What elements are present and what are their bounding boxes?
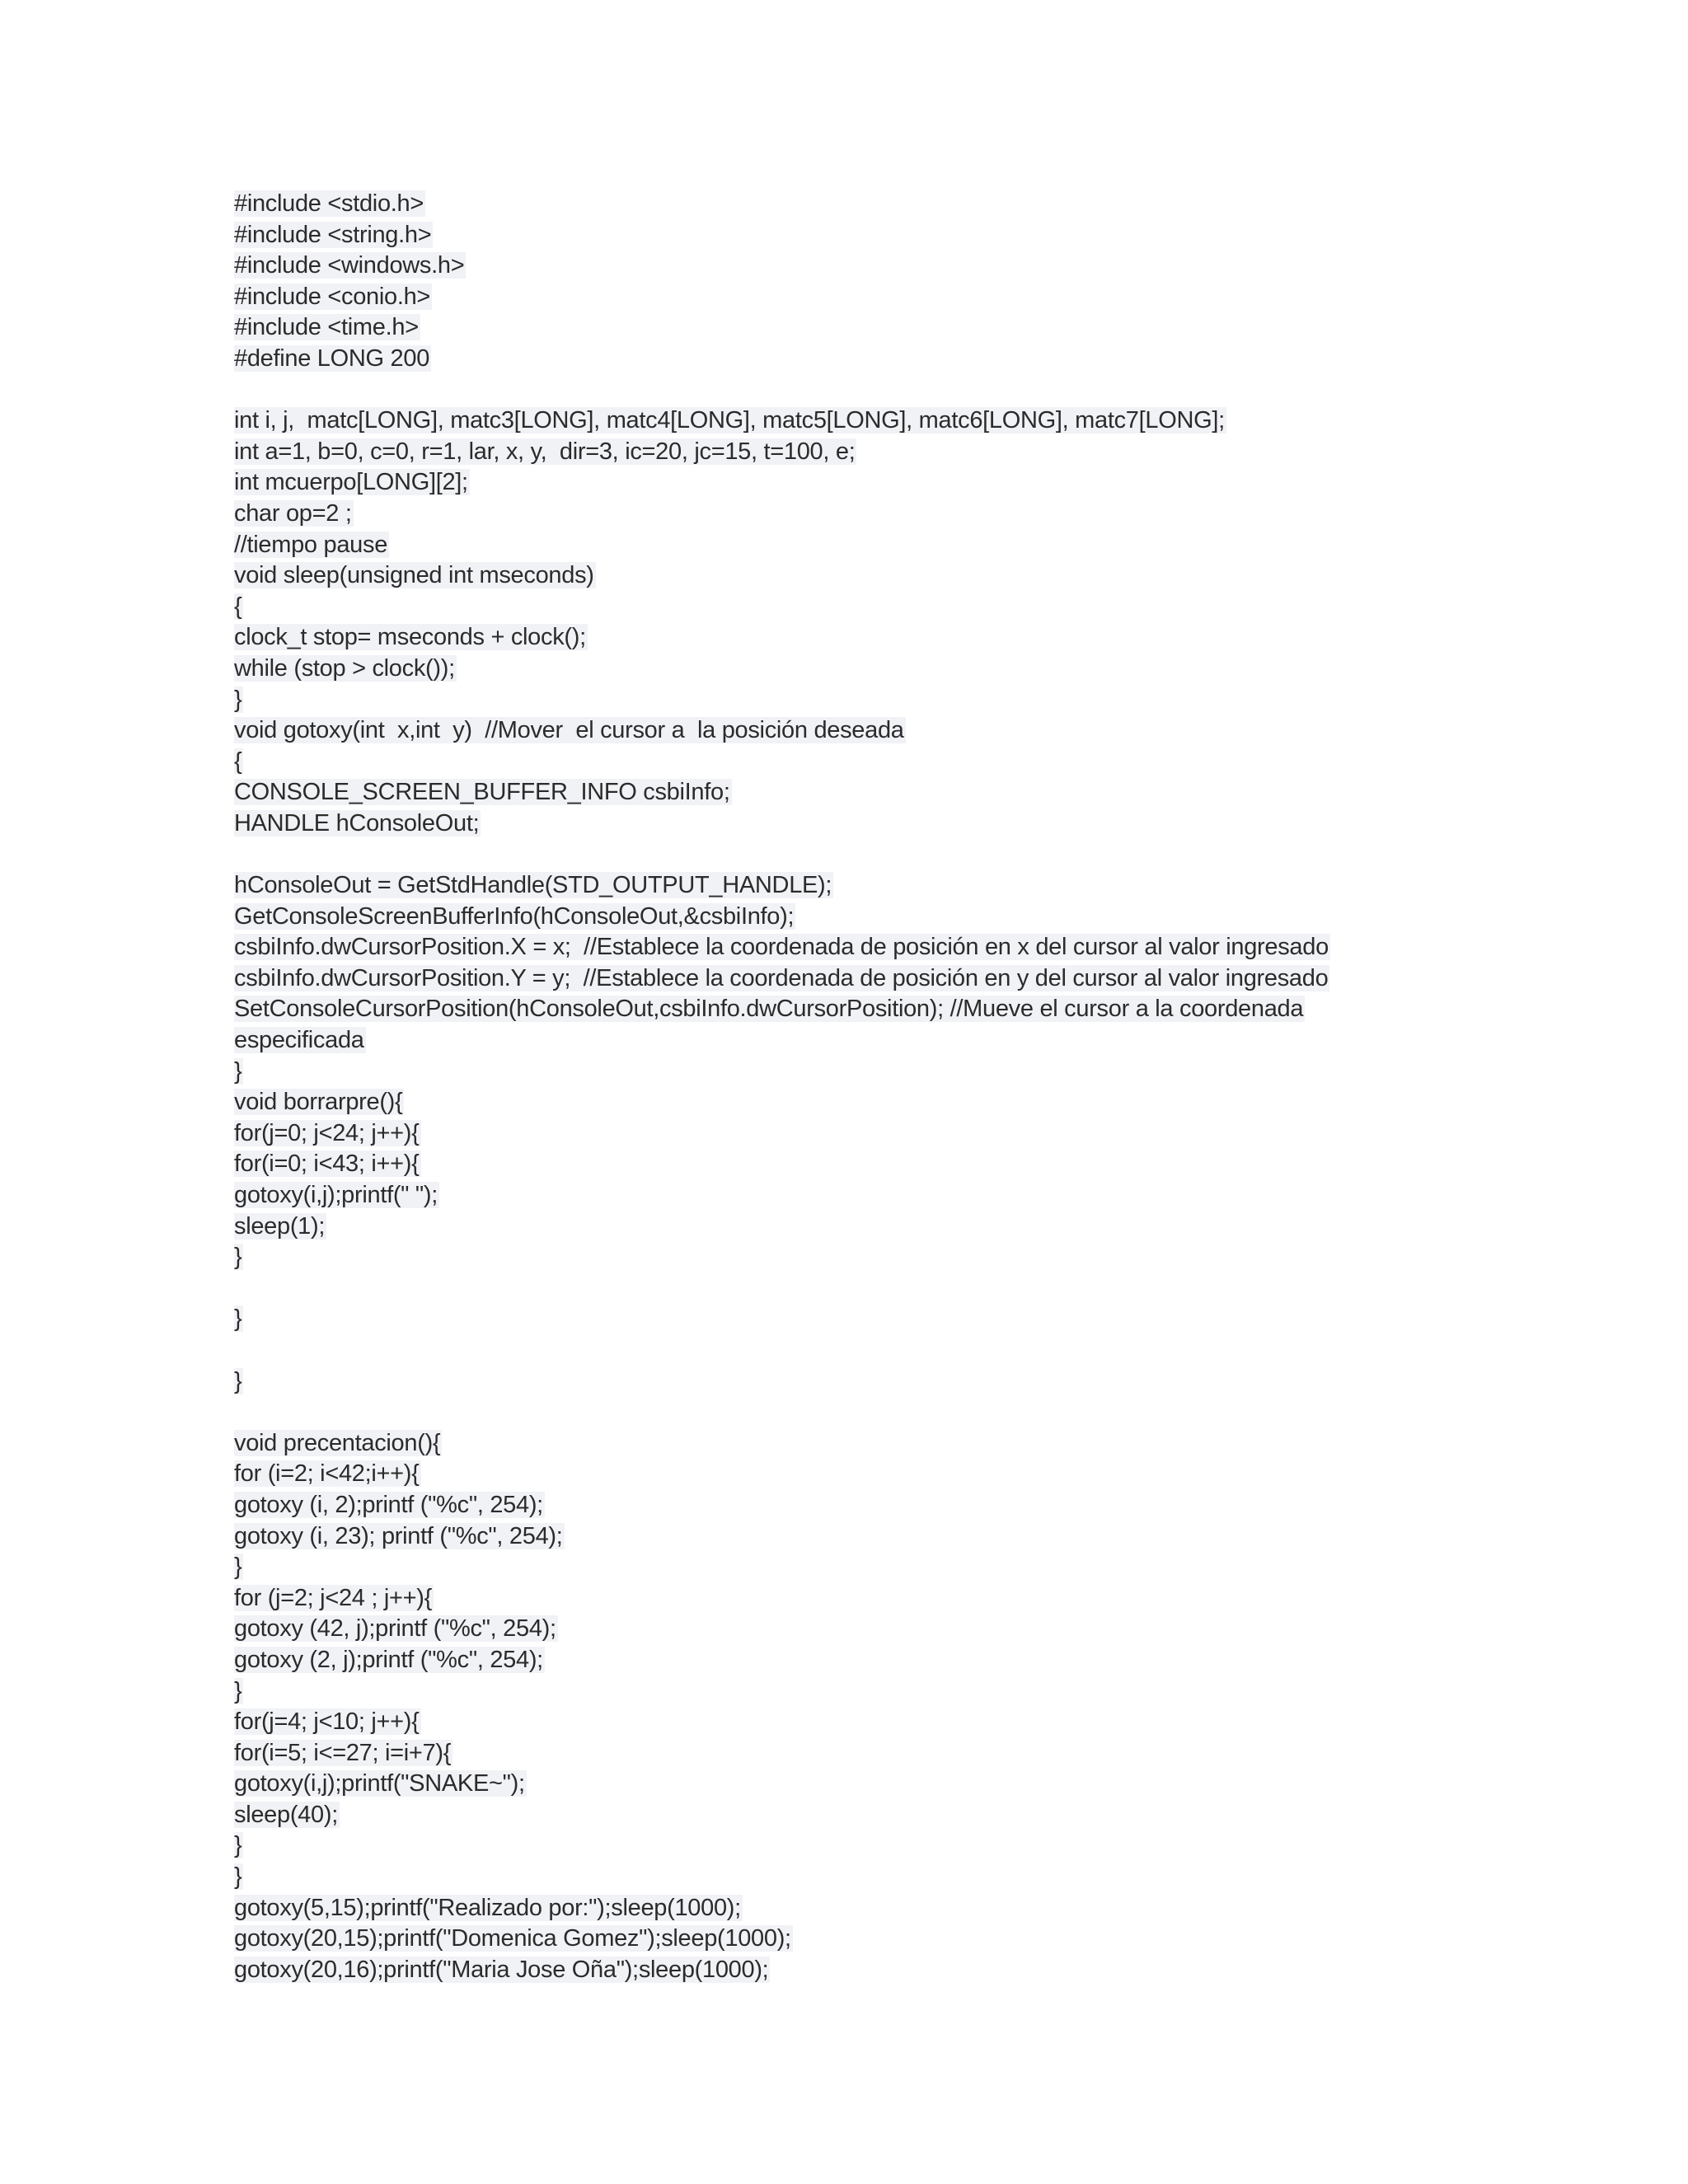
code-line xyxy=(234,1149,1652,1180)
code-line xyxy=(234,1800,1652,1831)
blank-line xyxy=(234,375,1652,406)
code-line-text: int i, j, matc[LONG], matc3[LONG], matc4[LONG], matc5[LONG], matc6[LONG], matc7[LONG]; xyxy=(234,407,1225,434)
code-line-text: gotoxy(20,16);printf("Maria Jose Oña");sleep(1000); xyxy=(234,1956,769,1983)
code-line-text: gotoxy(5,15);printf("Realizado por:");sleep(1000); xyxy=(234,1894,741,1921)
code-line xyxy=(234,1521,1652,1553)
code-line xyxy=(234,282,1652,313)
code-line xyxy=(234,1428,1652,1460)
code-line xyxy=(234,654,1652,685)
code-line xyxy=(234,1118,1652,1150)
code-line xyxy=(234,1459,1652,1490)
code-line-text: gotoxy (42, j);printf ("%c", 254); xyxy=(234,1615,556,1643)
code-line xyxy=(234,189,1652,220)
code-line-text: //tiempo pause xyxy=(234,531,388,558)
code-line-text: csbiInfo.dwCursorPosition.X = x; //Establece la coordenada de posición en x del cursor al valor ingresado xyxy=(234,934,1329,961)
code-line xyxy=(234,1769,1652,1800)
code-line xyxy=(234,405,1652,437)
code-line-text: int mcuerpo[LONG][2]; xyxy=(234,469,468,496)
code-line xyxy=(234,251,1652,282)
code-line-text: } xyxy=(234,1863,242,1891)
code-line-text: } xyxy=(234,1057,242,1085)
code-line xyxy=(234,312,1652,344)
code-line-text: #include <stdio.h> xyxy=(234,190,424,217)
code-line-text: } xyxy=(234,1305,242,1333)
code-line xyxy=(234,1242,1652,1273)
code-line-text: csbiInfo.dwCursorPosition.Y = y; //Establece la coordenada de posición en y del cursor al valor ingresado xyxy=(234,964,1329,991)
code-line-text: void sleep(unsigned int mseconds) xyxy=(234,562,594,589)
code-line-text: { xyxy=(234,593,242,620)
code-line xyxy=(234,530,1652,561)
code-line xyxy=(234,1830,1652,1862)
code-line xyxy=(234,1924,1652,1955)
code-line-text: int a=1, b=0, c=0, r=1, lar, x, y, dir=3, ic=20, jc=15, t=100, e; xyxy=(234,438,856,465)
code-line-text: CONSOLE_SCREEN_BUFFER_INFO csbiInfo; xyxy=(234,779,730,806)
code-line-text: void precentacion(){ xyxy=(234,1429,441,1456)
code-line-text: } xyxy=(234,1554,242,1581)
code-line-text: } xyxy=(234,1244,242,1271)
code-line-text: } xyxy=(234,1367,242,1394)
code-line-text: clock_t stop= mseconds + clock(); xyxy=(234,624,586,651)
code-line xyxy=(234,1366,1652,1398)
code-line xyxy=(234,1057,1652,1088)
code-line-text: for (j=2; j<24 ; j++){ xyxy=(234,1584,433,1611)
code-line-text: #include <conio.h> xyxy=(234,283,431,310)
code-line xyxy=(234,220,1652,251)
code-line xyxy=(234,467,1652,499)
code-line-text: #include <windows.h> xyxy=(234,252,465,279)
code-line-text: #include <string.h> xyxy=(234,221,432,248)
code-line xyxy=(234,1738,1652,1769)
code-line-text: } xyxy=(234,686,242,713)
code-line xyxy=(234,1025,1652,1057)
code-line xyxy=(234,1614,1652,1645)
code-line xyxy=(234,1304,1652,1335)
code-line-text: sleep(1); xyxy=(234,1212,326,1240)
code-line xyxy=(234,747,1652,778)
code-line-text: for(i=0; i<43; i++){ xyxy=(234,1151,420,1178)
code-line xyxy=(234,499,1652,530)
code-line-text: gotoxy(i,j);printf(" "); xyxy=(234,1182,438,1208)
code-line xyxy=(234,1862,1652,1893)
code-line xyxy=(234,622,1652,654)
code-line-text: SetConsoleCursorPosition(hConsoleOut,csbiInfo.dwCursorPosition); //Mueve el cursor a la coordenada xyxy=(234,996,1304,1023)
code-line xyxy=(234,344,1652,375)
code-line-text: for (i=2; i<42;i++){ xyxy=(234,1460,420,1488)
blank-line xyxy=(234,1335,1652,1366)
blank-line xyxy=(234,1397,1652,1428)
code-line xyxy=(234,1583,1652,1615)
code-line-text: especificada xyxy=(234,1027,364,1054)
code-line-text: gotoxy (2, j);printf ("%c", 254); xyxy=(234,1646,543,1673)
code-line-text: } xyxy=(234,1677,242,1704)
code-line xyxy=(234,808,1652,840)
blank-line xyxy=(234,1273,1652,1305)
code-line-text: void gotoxy(int x,int y) //Mover el cursor a la posición deseada xyxy=(234,717,904,744)
code-line-text: #define LONG 200 xyxy=(234,344,430,372)
code-line xyxy=(234,1676,1652,1708)
code-line xyxy=(234,963,1652,995)
code-line xyxy=(234,1893,1652,1924)
code-line-text: for(j=0; j<24; j++){ xyxy=(234,1119,420,1146)
code-line-text: gotoxy(i,j);printf("SNAKE~"); xyxy=(234,1770,525,1797)
blank-line xyxy=(234,839,1652,870)
code-line-text: hConsoleOut = GetStdHandle(STD_OUTPUT_HANDLE); xyxy=(234,872,832,899)
code-line xyxy=(234,1955,1652,1986)
code-line xyxy=(234,685,1652,716)
code-line-text: { xyxy=(234,748,242,775)
code-line xyxy=(234,1087,1652,1118)
code-line xyxy=(234,902,1652,933)
code-line-text: gotoxy (i, 2);printf ("%c", 254); xyxy=(234,1491,543,1518)
code-listing xyxy=(234,189,1652,1985)
code-line xyxy=(234,994,1652,1025)
code-line-text: for(i=5; i<=27; i=i+7){ xyxy=(234,1739,452,1766)
code-line-text: gotoxy(20,15);printf("Domenica Gomez");sleep(1000); xyxy=(234,1925,791,1952)
code-line xyxy=(234,1490,1652,1521)
code-line-text: while (stop > clock()); xyxy=(234,654,455,682)
code-line xyxy=(234,1212,1652,1243)
code-line xyxy=(234,715,1652,747)
code-line xyxy=(234,870,1652,902)
code-line xyxy=(234,560,1652,592)
code-line xyxy=(234,1552,1652,1583)
code-line-text: } xyxy=(234,1832,242,1859)
code-line-text: gotoxy (i, 23); printf ("%c", 254); xyxy=(234,1522,563,1549)
code-line-text: sleep(40); xyxy=(234,1801,338,1828)
code-line-text: char op=2 ; xyxy=(234,499,352,527)
code-line xyxy=(234,1645,1652,1676)
code-line xyxy=(234,932,1652,963)
code-line-text: #include <time.h> xyxy=(234,314,419,341)
code-line xyxy=(234,437,1652,468)
code-line xyxy=(234,592,1652,623)
code-line xyxy=(234,1180,1652,1212)
code-line xyxy=(234,777,1652,808)
code-line xyxy=(234,1707,1652,1738)
code-line-text: HANDLE hConsoleOut; xyxy=(234,809,480,837)
code-line-text: for(j=4; j<10; j++){ xyxy=(234,1708,420,1736)
code-line-text: GetConsoleScreenBufferInfo(hConsoleOut,&csbiInfo); xyxy=(234,902,795,930)
code-line-text: void borrarpre(){ xyxy=(234,1089,403,1116)
